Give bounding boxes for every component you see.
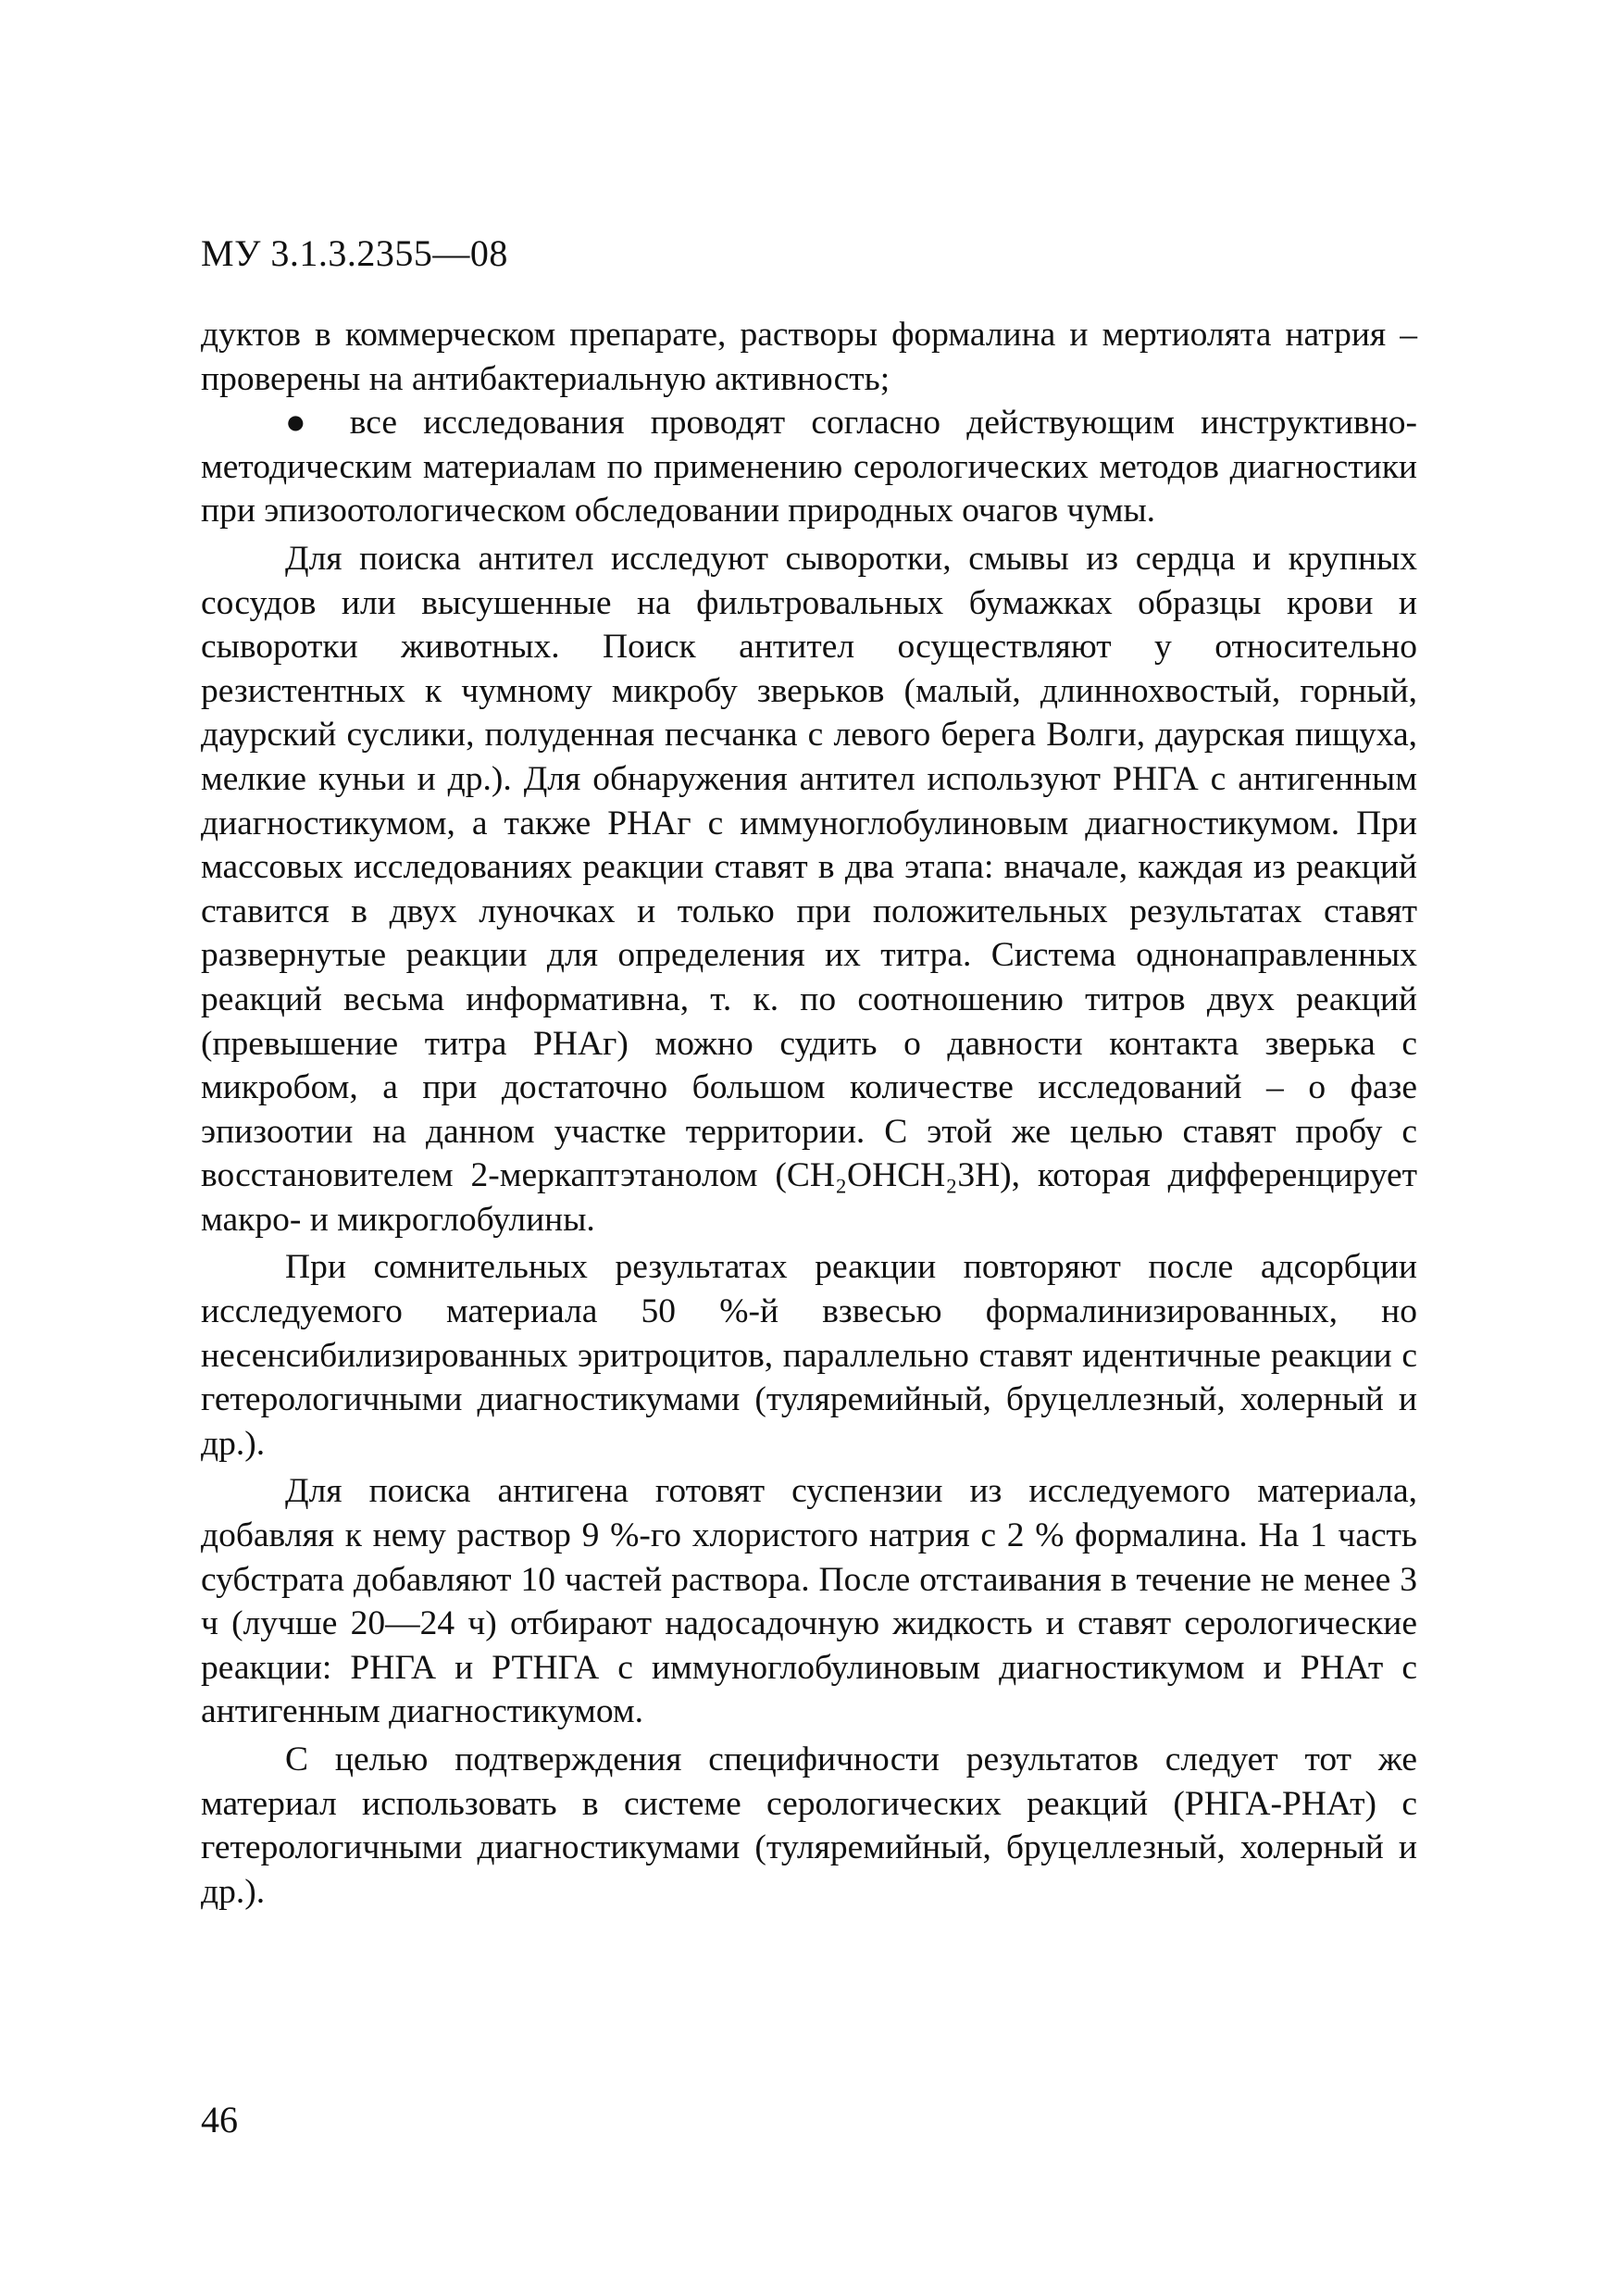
paragraph-doubtful-results: При сомнительных результатах реакции повторяют после адсорбции исследуемого материала 50 %-й взвесью формалинизированных, но несенсибилизированных эритроцитов, параллельно ставят идентичные реакции с гетерологичными диагностикумами (туляремийный, бруцеллезный, холерный и др.).: [201, 1248, 1417, 1463]
document-code-header: МУ 3.1.3.2355—08: [201, 232, 508, 274]
paragraph-antigen-search: Для поиска антигена готовят суспензии из исследуемого материала, добавляя к нему раствор 9 %-го хлористого натрия с 2 % формалина. На 1 часть субстрата добавляют 10 частей раствора. После отстаивания в течение не менее 3 ч (лучше 20—24 ч) отбирают надосадочную жидкость и ставят серологические реакции: РНГА и РТНГА с иммуноглобулиновым диагностикумом и РНАт с антигенным диагностикумом.: [201, 1472, 1417, 1731]
page-number: 46: [201, 2099, 238, 2140]
paragraph-antibody-search: Для поиска антител исследуют сыворотки, смывы из сердца и крупных сосудов или высушенные на фильтровальных бумажках образцы крови и сыворотки животных. Поиск антител осуществляют у относительно резистентных к чумному микробу зверьков (малый, длиннохвостый, горный, даурский суслики, полуденная песчанка с левого берега Волги, даурская пищуха, мелкие куньи и др.). Для обнаружения антител используют РНГА с антигенным диагностикумом, а также РНАг с иммуноглобулиновым диагностикумом. При массовых исследованиях реакции ставят в два этапа: вначале, каждая из реакций ставится в двух луночках и только при положительных результатах ставят развернутые реакции для определения их титра. Система однонаправленных реакций весьма информативна, т. к. по соотношению титров двух реакций (превышение титра РНАг) можно судить о давности контакта зверька с микробом, а при достаточно большом количестве исследований – о фазе эпизоотии на данном участке территории. С этой же целью ставят пробу с восстановителем 2-меркаптэтанолом (CH₂OHCH₂3H), которая дифференцирует макро- и микроглобулины.: [201, 539, 1417, 1239]
bullet-icon: ●: [285, 404, 324, 443]
bullet-text: все исследования проводят согласно действующим инструктивно-методическим материалам по применению серологических методов диагностики при эпизоотологическом обследовании природных очагов чумы.: [201, 404, 1418, 530]
paragraph-continuation: дуктов в коммерческом препарате, растворы формалина и мертиолята натрия – проверены на антибактериальную активность;: [201, 316, 1417, 398]
bullet-paragraph: [201, 401, 1417, 533]
document-body: [201, 313, 1417, 1914]
paragraph-specificity: С целью подтверждения специфичности результатов следует тот же материал использовать в системе серологических реакций (РНГА-РНАт) с гетерологичными диагностикумами (туляремийный, бруцеллезный, холерный и др.).: [201, 1741, 1417, 1911]
